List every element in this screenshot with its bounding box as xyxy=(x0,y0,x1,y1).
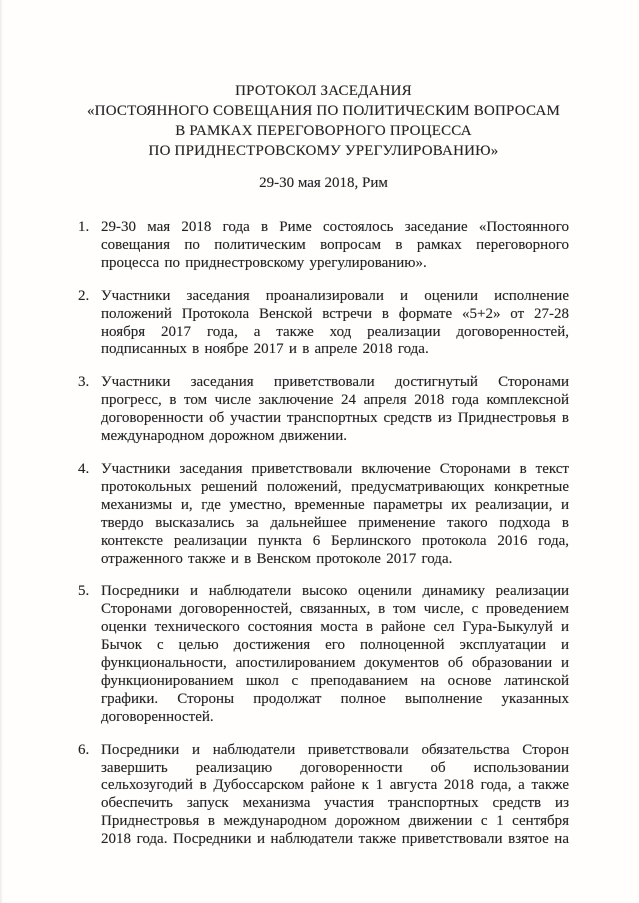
paragraph-2-number: 2. xyxy=(78,287,90,304)
paragraph-2 xyxy=(78,288,569,360)
paragraph-3-number: 3. xyxy=(78,374,90,391)
paragraph-3-text: Участники заседания приветствовали достигнутый Сторонами прогресс, в том числе заключение 24 апреля 2018 года комплексной договоренности об участии транспортных средств из Приднестровья в международном дорожном движении. xyxy=(101,374,569,445)
paragraph-6-number: 6. xyxy=(78,741,90,758)
title-line-2: «ПОСТОЯННОГО СОВЕЩАНИЯ ПО ПОЛИТИЧЕСКИМ ВОПРОСАМ xyxy=(86,103,561,119)
paragraph-1-number: 1. xyxy=(78,219,90,235)
paragraph-4-text: Участники заседания приветствовали включение Сторонами в текст протокольных решений положений, предусматривающих конкретные механизмы и, где уместно, временные параметры их реализации, и твердо высказались за дальнейшее применение такого подхода в контексте реализации пункта 6 Берлинского протокола 2016 года, отраженного также и в Венском протоколе 2017 года. xyxy=(101,460,569,567)
document-title xyxy=(78,81,569,161)
paragraph-list xyxy=(78,219,569,849)
document-body xyxy=(78,81,569,864)
title-line-4: ПО ПРИДНЕСТРОВСКОМУ УРЕГУЛИРОВАНИЮ» xyxy=(148,143,499,159)
paragraph-5 xyxy=(78,583,569,726)
paragraph-1 xyxy=(78,219,569,273)
title-line-3: В РАМКАХ ПЕРЕГОВОРНОГО ПРОЦЕССА xyxy=(175,123,472,139)
paragraph-6 xyxy=(78,742,569,849)
paragraph-5-text: Посредники и наблюдатели высоко оценили динамику реализации Сторонами договоренностей, связанных, в том числе, с проведением оценки технического состояния моста в районе сел Гура-Быкулуй и Бычок с целью достижения его полноценной эксплуатации и функциональности, апостилированием документов об образовании и функционированием школ с преподаванием на основе латинской графики. Стороны продолжат полное выполнение указанных договоренностей. xyxy=(101,583,569,725)
paragraph-5-number: 5. xyxy=(78,583,90,600)
paragraph-4 xyxy=(78,461,569,568)
document-dateline: 29-30 мая 2018, Рим xyxy=(259,175,388,191)
paragraph-2-text: Участники заседания проанализировали и оценили исполнение положений Протокола Венской встречи в формате «5+2» от 27-28 ноября 2017 года, а также ход реализации договоренностей, подписанных в ноябре 2017 и в апреле 2018 года. xyxy=(101,287,569,358)
paragraph-4-number: 4. xyxy=(78,460,90,477)
title-line-1: ПРОТОКОЛ ЗАСЕДАНИЯ xyxy=(235,83,412,99)
paragraph-6-text: Посредники и наблюдатели приветствовали обязательства Сторон завершить реализацию договоренности об использовании сельхозугодий в Дубоссарском районе к 1 августа 2018 года, а также обеспечить запуск механизма участия транспортных средств из Приднестровья в международном дорожном движении с 1 сентября 2018 года. Посредники и наблюдатели также приветствовали взятое на xyxy=(101,741,569,848)
scan-edge-artifact xyxy=(0,0,3,903)
paragraph-1-text: 29-30 мая 2018 года в Риме состоялось заседание «Постоянного совещания по политическим вопросам в рамках переговорного процесса по приднестровскому урегулированию». xyxy=(101,219,569,271)
paragraph-3 xyxy=(78,374,569,446)
